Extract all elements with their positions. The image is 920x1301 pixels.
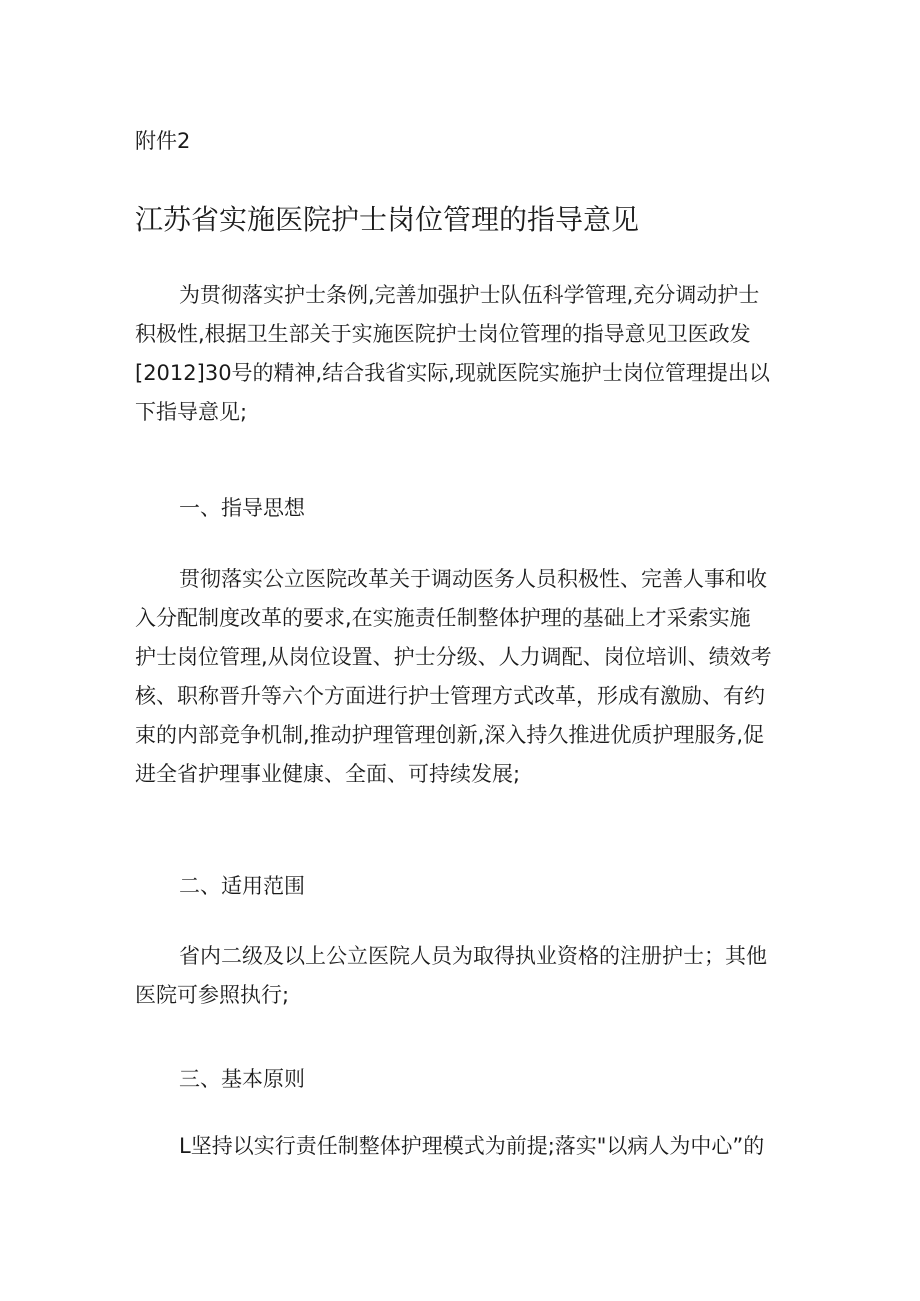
paragraph-line: 为贯彻落实护士条例,完善加强护士队伍科学管理,充分调动护士 <box>179 283 760 307</box>
document-title: 江苏省实施医院护士岗位管理的指导意见 <box>135 203 640 236</box>
paragraph-line: 积极性,根据卫生部关于实施医院护士岗位管理的指导意见卫医政发 <box>135 322 751 346</box>
paragraph-line: 进全省护理事业健康、全面、可持续发展; <box>135 762 521 786</box>
paragraph-line: 下指导意见; <box>135 400 248 424</box>
section-heading-scope: 二、适用范围 <box>179 874 305 898</box>
paragraph-line: 贯彻落实公立医院改革关于调动医务人员积极性、完善人事和收 <box>179 567 767 591</box>
paragraph-line: 省内二级及以上公立医院人员为取得执业资格的注册护士；其他 <box>179 944 767 968</box>
paragraph-line: L坚持以实行责任制整体护理模式为前提;落实"以病人为中心”的 <box>179 1134 765 1158</box>
paragraph-line: [2012]30号的精神,结合我省实际,现就医院实施护士岗位管理提出以 <box>135 361 770 385</box>
basic-principles-paragraph <box>135 1127 795 1166</box>
section-heading-basic-principles: 三、基本原则 <box>179 1067 305 1091</box>
paragraph-line: 入分配制度改革的要求,在实施责任制整体护理的基础上才采索实施 <box>135 606 751 630</box>
paragraph-line: 医院可参照执行; <box>135 983 290 1007</box>
paragraph-line: 束的内部竞争机制,推动护理管理创新,深入持久推进优质护理服务,促 <box>135 723 765 747</box>
scope-paragraph <box>135 937 795 1015</box>
attachment-label: 附件2 <box>135 129 191 153</box>
paragraph-line: 护士岗位管理,从岗位设置、护士分级、人力调配、岗位培训、绩效考 <box>135 645 772 669</box>
guiding-ideology-paragraph <box>135 560 795 794</box>
intro-paragraph <box>135 276 795 432</box>
paragraph-line: 核、职称晋升等六个方面进行护士管理方式改革，形成有激励、有约 <box>135 684 765 708</box>
section-heading-guiding-ideology: 一、指导思想 <box>179 496 305 520</box>
